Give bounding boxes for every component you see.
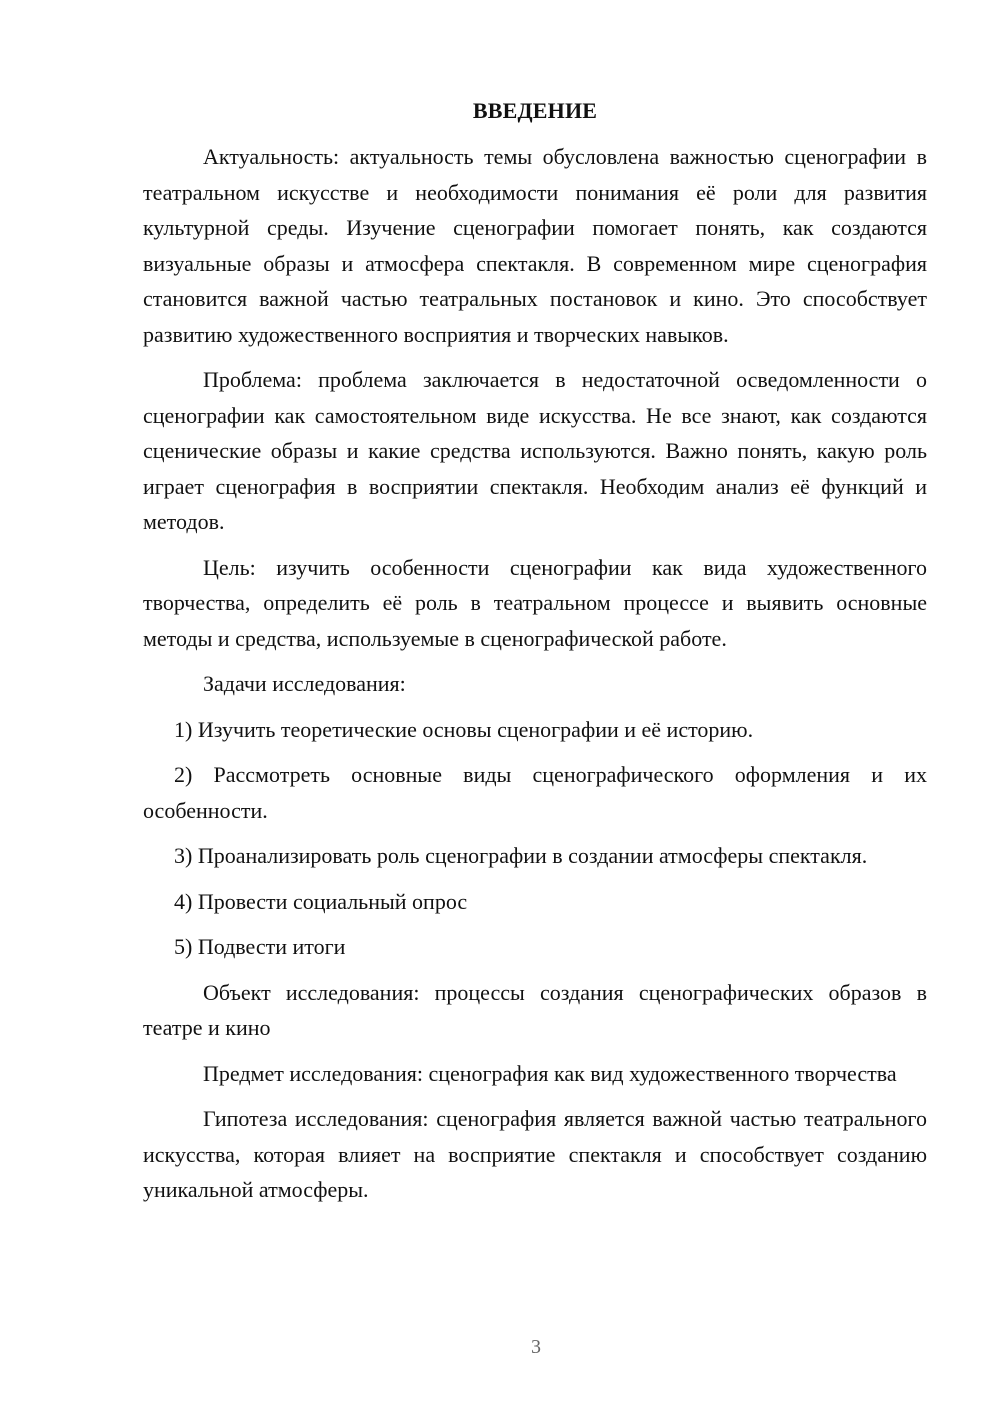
tasks-heading: Задачи исследования: (203, 671, 406, 696)
task-item: 3) Проанализировать роль сценографии в создании атмосферы спектакля. (174, 843, 868, 868)
goal-paragraph: Цель: изучить особенности сценографии как вида художественного творчества, определить её роль в театральном процессе и выявить основные методы и средства, используемые в сценографической работе. (143, 554, 927, 651)
subject-paragraph: Предмет исследования: сценография как вид художественного творчества (203, 1060, 897, 1086)
problem-paragraph: Проблема: проблема заключается в недостаточной осведомленности о сценографии как самостоятельном виде искусства. Не все знают, как создаются сценические образы и какие средства используются. Важно понять, какую роль играет сценография в восприятии спектакля. Необходим анализ её функций и методов. (143, 367, 927, 534)
task-item: 2) Рассмотреть основные виды сценографического оформления и их особенности. (143, 762, 927, 823)
hypothesis-paragraph: Гипотеза исследования: сценография является важной частью театрального искусства, которая влияет на восприятие спектакля и способствует созданию уникальной атмосферы. (143, 1106, 927, 1202)
page-content (143, 95, 927, 1218)
task-item: 4) Провести социальный опрос (174, 888, 468, 914)
task-item: 1) Изучить теоретические основы сценографии и её историю. (174, 716, 754, 742)
relevance-paragraph: Актуальность: актуальность темы обусловлена важностью сценографии в театральном искусстве и необходимости понимания её роли для развития культурной среды. Изучение сценографии помогает понять, как создаются визуальные образы и атмосфера спектакля. В современном мире сценография становится важной частью театральных постановок и кино. Это способствует развитию художественного восприятия и творческих навыков. (143, 144, 927, 347)
page-number: 3 (531, 1336, 541, 1358)
page-heading: ВВЕДЕНИЕ (472, 98, 598, 123)
object-paragraph: Объект исследования: процессы создания сценографических образов в театре и кино (143, 979, 927, 1040)
task-item: 5) Подвести итоги (174, 934, 346, 959)
